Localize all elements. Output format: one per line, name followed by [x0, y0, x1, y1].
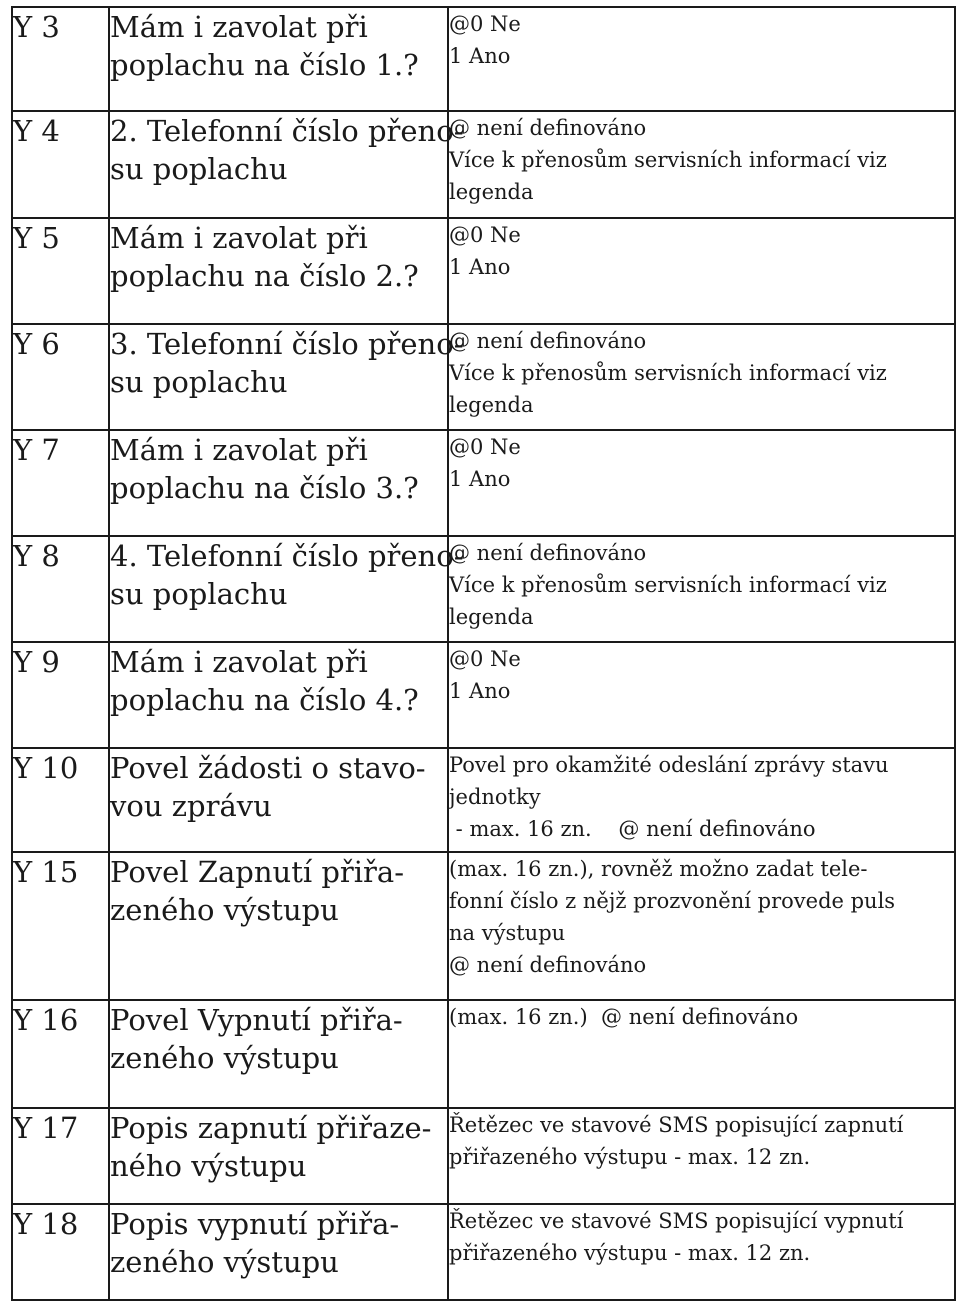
parameter-description: [448, 1204, 955, 1300]
parameter-name-line: su poplachu: [110, 577, 288, 611]
parameter-code: Y 7: [12, 430, 109, 536]
table-row: [12, 852, 955, 1000]
parameter-name: [109, 1204, 448, 1300]
parameter-code: Y 18: [12, 1204, 109, 1300]
parameter-description-line: Řetězec ve stavové SMS popisující zapnutí: [449, 1113, 904, 1137]
parameter-name-line: Popis vypnutí přiřa-: [110, 1207, 400, 1241]
parameter-name-line: su poplachu: [110, 152, 288, 186]
parameter-description-line: jednotky: [449, 785, 541, 809]
parameter-description-line: legenda: [449, 605, 534, 629]
parameter-name-line: Povel Vypnutí přiřa-: [110, 1003, 403, 1037]
parameter-description: [448, 1108, 955, 1204]
parameter-description-line: přiřazeného výstupu - max. 12 zn.: [449, 1145, 811, 1169]
parameter-name-line: Mám i zavolat při: [110, 10, 368, 44]
parameter-name-line: 4. Telefonní číslo přeno-: [110, 539, 464, 573]
table-row: [12, 1108, 955, 1204]
parameter-description-line: legenda: [449, 393, 534, 417]
parameter-name-line: poplachu na číslo 3.?: [110, 471, 419, 505]
parameter-description-line: @0 Ne: [449, 12, 521, 36]
parameter-description-line: (max. 16 zn.) @ není definováno: [449, 1005, 799, 1029]
parameter-name-line: Mám i zavolat při: [110, 645, 368, 679]
parameter-name-line: ného výstupu: [110, 1149, 307, 1183]
parameter-description: [448, 536, 955, 642]
parameter-name-line: Mám i zavolat při: [110, 433, 368, 467]
parameter-name-line: vou zprávu: [110, 789, 272, 823]
parameter-name-line: 3. Telefonní číslo přeno-: [110, 327, 464, 361]
parameter-description-line: 1 Ano: [449, 44, 511, 68]
parameter-name-line: poplachu na číslo 2.?: [110, 259, 419, 293]
table-row: [12, 324, 955, 430]
parameter-table: [11, 6, 956, 1301]
parameter-name-line: Popis zapnutí přiřaze-: [110, 1111, 432, 1145]
parameter-code: Y 17: [12, 1108, 109, 1204]
parameter-code: Y 9: [12, 642, 109, 748]
parameter-description-line: @ není definováno: [449, 116, 647, 140]
parameter-code: Y 10: [12, 748, 109, 852]
parameter-name: [109, 536, 464, 642]
parameter-description-line: @0 Ne: [449, 435, 521, 459]
parameter-description-line: přiřazeného výstupu - max. 12 zn.: [449, 1241, 811, 1265]
parameter-name: [109, 1000, 448, 1108]
table-row: [12, 536, 955, 642]
parameter-description: [448, 430, 955, 536]
parameter-description-line: 1 Ano: [449, 679, 511, 703]
parameter-description: [448, 218, 955, 324]
parameter-code: Y 5: [12, 218, 109, 324]
parameter-name-line: su poplachu: [110, 365, 288, 399]
parameter-name-line: poplachu na číslo 1.?: [110, 48, 419, 82]
parameter-description: [448, 7, 955, 111]
parameter-description-line: Více k přenosům servisních informací viz: [449, 573, 887, 597]
parameter-code: Y 16: [12, 1000, 109, 1108]
parameter-code: Y 3: [12, 7, 109, 111]
parameter-code: Y 8: [12, 536, 109, 642]
table-row: [12, 1000, 955, 1108]
parameter-name-line: zeného výstupu: [110, 1245, 339, 1279]
parameter-description-line: fonní číslo z nějž prozvonění provede puls: [449, 889, 896, 913]
parameter-name: [109, 7, 448, 111]
parameter-description-line: @ není definováno: [449, 953, 647, 977]
parameter-name-line: zeného výstupu: [110, 1041, 339, 1075]
table-row: [12, 430, 955, 536]
parameter-code: Y 4: [12, 111, 109, 218]
parameter-description: [448, 748, 955, 852]
parameter-description-line: Řetězec ve stavové SMS popisující vypnutí: [449, 1209, 904, 1233]
parameter-description-line: @0 Ne: [449, 647, 521, 671]
parameter-description-line: Povel pro okamžité odeslání zprávy stavu: [449, 753, 889, 777]
table-row: [12, 218, 955, 324]
parameter-description: [448, 111, 955, 218]
parameter-description-line: - max. 16 zn. @ není definováno: [449, 817, 816, 841]
parameter-description-line: legenda: [449, 180, 534, 204]
parameter-description-line: Více k přenosům servisních informací viz: [449, 148, 887, 172]
parameter-name: [109, 748, 448, 852]
parameter-code: Y 6: [12, 324, 109, 430]
parameter-description-line: 1 Ano: [449, 255, 511, 279]
parameter-name: [109, 430, 448, 536]
parameter-name-line: 2. Telefonní číslo přeno-: [110, 114, 464, 148]
table-row: [12, 7, 955, 111]
parameter-description: [448, 852, 955, 1000]
parameter-name: [109, 218, 448, 324]
parameter-name: [109, 1108, 448, 1204]
parameter-name-line: Mám i zavolat při: [110, 221, 368, 255]
parameter-name: [109, 642, 448, 748]
parameter-name: [109, 324, 464, 430]
table-row: [12, 1204, 955, 1300]
parameter-description-line: na výstupu: [449, 921, 566, 945]
parameter-description-line: @ není definováno: [449, 541, 647, 565]
parameter-description-line: @0 Ne: [449, 223, 521, 247]
parameter-name-line: Povel žádosti o stavo-: [110, 751, 426, 785]
parameter-description: [448, 324, 955, 430]
parameter-table-body: [12, 7, 955, 1300]
parameter-description-line: @ není definováno: [449, 329, 647, 353]
parameter-description: [448, 642, 955, 748]
parameter-description-line: 1 Ano: [449, 467, 511, 491]
parameter-name-line: zeného výstupu: [110, 893, 339, 927]
parameter-description-line: (max. 16 zn.), rovněž možno zadat tele-: [449, 857, 868, 881]
table-row: [12, 642, 955, 748]
table-row: [12, 748, 955, 852]
parameter-name-line: poplachu na číslo 4.?: [110, 683, 419, 717]
parameter-name: [109, 852, 448, 1000]
parameter-description: [448, 1000, 955, 1108]
parameter-name-line: Povel Zapnutí přiřa-: [110, 855, 404, 889]
parameter-name: [109, 111, 464, 218]
parameter-description-line: Více k přenosům servisních informací viz: [449, 361, 887, 385]
parameter-code: Y 15: [12, 852, 109, 1000]
table-row: [12, 111, 955, 218]
